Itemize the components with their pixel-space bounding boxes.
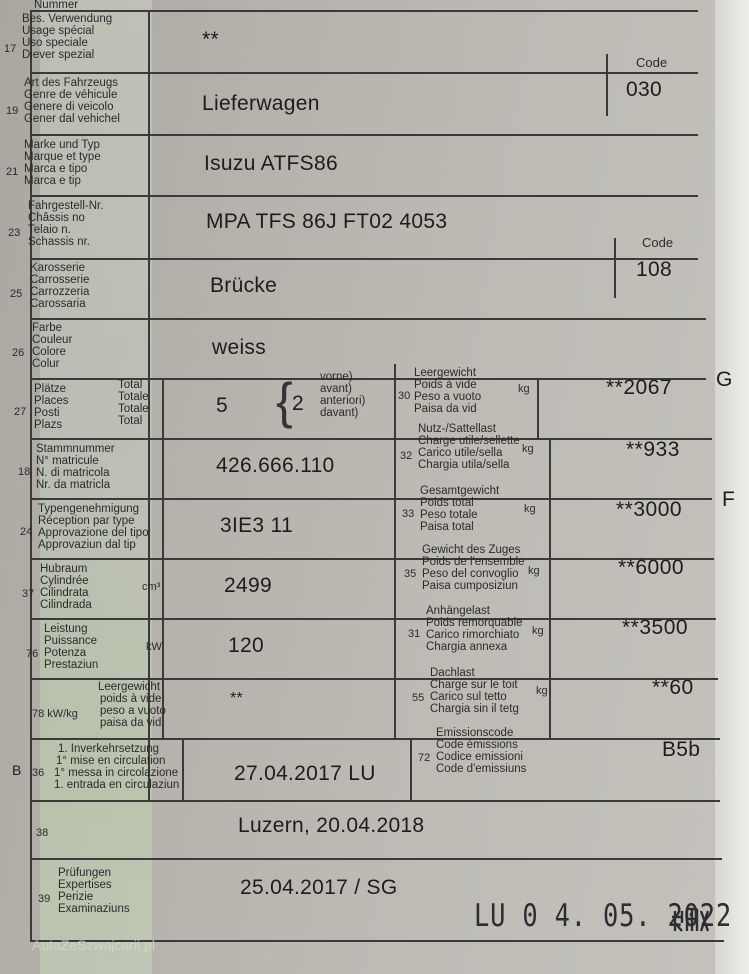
label-line: N. di matricola bbox=[36, 467, 110, 479]
label-line: Genere di veicolo bbox=[24, 101, 114, 113]
label-line: Perizie bbox=[58, 891, 94, 903]
roof-load-value: **60 bbox=[652, 676, 694, 699]
label-line: Carrozzeria bbox=[30, 286, 90, 298]
label-line: vorne) bbox=[320, 371, 353, 383]
label-line: davant) bbox=[320, 407, 359, 419]
label-line: N° matricule bbox=[36, 455, 99, 467]
label-line: Poids remorquable bbox=[426, 617, 523, 629]
registry-number-value: 426.666.110 bbox=[216, 454, 335, 477]
label-line: Dachlast bbox=[430, 667, 475, 679]
label-line: Stammnummer bbox=[36, 443, 115, 455]
field-number: 39 bbox=[38, 893, 51, 905]
inspection-value: 25.04.2017 / SG bbox=[240, 876, 398, 899]
field-number: 36 bbox=[32, 767, 45, 779]
train-weight-value: **6000 bbox=[618, 556, 685, 579]
label-line: Farbe bbox=[32, 322, 63, 334]
label-line: Marca e tip bbox=[24, 175, 81, 187]
label-line: Paisa cumposiziun bbox=[422, 580, 518, 592]
label-line: poids à vide bbox=[100, 693, 162, 705]
label-line: Poids de l'ensemble bbox=[422, 556, 525, 568]
label-line: Peso totale bbox=[420, 509, 478, 521]
unit-label: cm³ bbox=[142, 581, 161, 593]
label-line: Total bbox=[118, 379, 143, 391]
label-line: Marke und Typ bbox=[24, 139, 100, 151]
seats-front-value: 2 bbox=[292, 392, 304, 415]
label-line: Réception par type bbox=[38, 515, 135, 527]
side-marker-g: G bbox=[716, 368, 733, 391]
total-weight-value: **3000 bbox=[616, 498, 683, 521]
rule bbox=[30, 678, 718, 680]
label-line: Cylindrée bbox=[40, 575, 89, 587]
rule bbox=[30, 618, 716, 620]
label-line: Code émissions bbox=[436, 739, 518, 751]
label-line: Telaio n. bbox=[28, 224, 71, 236]
watermark: AutaZeSzwajcarii.pl bbox=[32, 937, 155, 953]
field-number: 23 bbox=[8, 227, 21, 239]
label-line: Approvaziun dal tip bbox=[38, 539, 136, 551]
label-line: Diever spezial bbox=[22, 49, 95, 61]
marker-b: B bbox=[12, 762, 22, 778]
label-line: Marca e tipo bbox=[24, 163, 88, 175]
unit-label: kW bbox=[146, 641, 162, 653]
label-line: Couleur bbox=[32, 334, 73, 346]
label-line: Anhängelast bbox=[426, 605, 490, 617]
label-line: Chargia sin il tetg bbox=[430, 703, 519, 715]
type-approval-value: 3IE3 11 bbox=[220, 514, 293, 537]
label-line: Prestaziun bbox=[44, 659, 99, 671]
label-line: Art des Fahrzeugs bbox=[24, 77, 118, 89]
label-line: anteriori) bbox=[320, 395, 366, 407]
rule bbox=[30, 258, 698, 260]
field-number: 76 bbox=[26, 648, 39, 660]
label-line: Carrosserie bbox=[30, 274, 90, 286]
label-line: Leergewicht bbox=[414, 367, 477, 379]
unit-label: kg bbox=[522, 443, 534, 455]
label-line: Bes. Verwendung bbox=[22, 13, 113, 25]
unit-label: kg bbox=[524, 503, 536, 515]
label-line: Uso speciale bbox=[22, 37, 88, 49]
label-line: Colur bbox=[32, 358, 60, 370]
label-line: Schassis nr. bbox=[28, 236, 90, 248]
bracket-glyph: { bbox=[276, 373, 293, 429]
label-line: Châssis no bbox=[28, 212, 85, 224]
label-line: Gesamtgewicht bbox=[420, 485, 500, 497]
field-number: 32 bbox=[400, 450, 413, 462]
label-line: Plätze bbox=[34, 383, 66, 395]
label-line: Cilindrada bbox=[40, 599, 92, 611]
label-line: Charge utile/sellette bbox=[418, 435, 520, 447]
label-line: Typengenehmigung bbox=[38, 503, 140, 515]
rule bbox=[30, 438, 712, 440]
rule bbox=[30, 72, 698, 74]
label-line: 1° messa in circolazione bbox=[54, 767, 179, 779]
label-line: Totale bbox=[118, 403, 149, 415]
label-line: Chargia utila/sella bbox=[418, 459, 510, 471]
field-number: 55 bbox=[412, 692, 425, 704]
label-line: Cilindrata bbox=[40, 587, 89, 599]
label-line: Emissionscode bbox=[436, 727, 514, 739]
issue-place-date-value: Luzern, 20.04.2018 bbox=[238, 814, 425, 837]
label-line: Leistung bbox=[44, 623, 88, 635]
field-number: 30 bbox=[398, 390, 411, 402]
label-line: Leergewicht bbox=[98, 681, 161, 693]
unit-label: kg bbox=[528, 565, 540, 577]
label-line: Poids à vide bbox=[414, 379, 477, 391]
rule bbox=[394, 364, 396, 738]
code-label: Code bbox=[636, 55, 668, 70]
label-line: Paisa da vid bbox=[414, 403, 477, 415]
label-line: Peso del convoglio bbox=[422, 568, 519, 580]
label-line: Nr. da matricla bbox=[36, 479, 111, 491]
make-model-value: Isuzu ATFS86 bbox=[204, 152, 338, 175]
label-line: Totale bbox=[118, 391, 149, 403]
label-line: Plazs bbox=[34, 419, 63, 431]
label-line: Code d'emissiuns bbox=[436, 763, 527, 775]
label-line: Potenza bbox=[44, 647, 87, 659]
label-line: Examinaziuns bbox=[58, 903, 130, 915]
label-line: Posti bbox=[34, 407, 60, 419]
field-number: 19 bbox=[6, 105, 19, 117]
rule bbox=[30, 858, 722, 860]
rule bbox=[549, 438, 551, 738]
field-number: 38 bbox=[36, 827, 49, 839]
field-number: 31 bbox=[408, 628, 421, 640]
rule bbox=[30, 195, 698, 197]
color-value: weiss bbox=[212, 336, 267, 359]
field-label-nummer: Nummer bbox=[34, 0, 79, 11]
label-line: Gewicht des Zuges bbox=[422, 544, 521, 556]
label-line: Expertises bbox=[58, 879, 112, 891]
label-line: Charge sur le toit bbox=[430, 679, 518, 691]
label-line: 1° mise en circulation bbox=[56, 755, 166, 767]
side-marker-f: F bbox=[722, 488, 736, 511]
payload-value: **933 bbox=[626, 438, 680, 461]
label-line: Places bbox=[34, 395, 69, 407]
label-line: 1. Inverkehrsetzung bbox=[58, 743, 160, 755]
field-number: 17 bbox=[4, 43, 17, 55]
field-number: 18 bbox=[18, 466, 31, 478]
label-line: Approvazione del tipo bbox=[38, 527, 149, 539]
field-number: 33 bbox=[402, 508, 415, 520]
rule bbox=[614, 238, 616, 298]
towing-capacity-value: **3500 bbox=[622, 616, 689, 639]
emission-code-value: B5b bbox=[662, 738, 701, 761]
label-line: Codice emissioni bbox=[436, 751, 523, 763]
displacement-value: 2499 bbox=[224, 574, 272, 597]
unit-label: kg bbox=[536, 685, 548, 697]
unit-label: kg bbox=[518, 383, 530, 395]
body-type-value: Brücke bbox=[210, 274, 278, 297]
unit-label: kg bbox=[532, 625, 544, 637]
special-use-value: ** bbox=[202, 28, 219, 51]
label-line: Puissance bbox=[44, 635, 98, 647]
rule bbox=[182, 738, 184, 800]
label-line: Carico rimorchiato bbox=[426, 629, 520, 641]
field-number: 24 bbox=[20, 526, 33, 538]
page-edge bbox=[715, 0, 749, 974]
label-line: Prüfungen bbox=[58, 867, 112, 879]
label-line: Fahrgestell-Nr. bbox=[28, 200, 104, 212]
field-number: 78 kW/kg bbox=[32, 708, 78, 720]
label-line: Genre de véhicule bbox=[24, 89, 118, 101]
rule bbox=[30, 10, 698, 12]
vehicle-type-value: Lieferwagen bbox=[202, 92, 320, 115]
label-line: Carico utile/sella bbox=[418, 447, 503, 459]
rule bbox=[410, 738, 412, 800]
body-type-code: 108 bbox=[636, 258, 672, 281]
label-line: Colore bbox=[32, 346, 66, 358]
label-line: Gener dal vehichel bbox=[24, 113, 120, 125]
chassis-number-value: MPA TFS 86J FT02 4053 bbox=[206, 210, 448, 233]
label-line: Carico sul tetto bbox=[430, 691, 507, 703]
code-label: Code bbox=[642, 235, 674, 250]
label-line: peso a vuoto bbox=[100, 705, 166, 717]
stamp-mark bbox=[671, 905, 711, 935]
label-line: Total bbox=[118, 415, 143, 427]
label-line: Carossaria bbox=[30, 298, 86, 310]
label-line: Poids total bbox=[420, 497, 474, 509]
label-line: Chargia annexa bbox=[426, 641, 508, 653]
label-line: Hubraum bbox=[40, 563, 88, 575]
power-value: 120 bbox=[228, 634, 264, 657]
label-line: Paisa total bbox=[420, 521, 474, 533]
field-number: 27 bbox=[14, 406, 27, 418]
rule bbox=[30, 558, 714, 560]
field-number: 72 bbox=[418, 752, 431, 764]
empty-weight-value: **2067 bbox=[606, 376, 673, 399]
label-line: Marque et type bbox=[24, 151, 101, 163]
field-number: 35 bbox=[404, 568, 417, 580]
vehicle-type-code: 030 bbox=[626, 78, 662, 101]
field-number: 37 bbox=[22, 588, 35, 600]
label-line: Usage spécial bbox=[22, 25, 95, 37]
label-line: paisa da vid bbox=[100, 717, 162, 729]
power-weight-value: ** bbox=[230, 690, 244, 707]
field-number: 26 bbox=[12, 347, 25, 359]
rule bbox=[30, 738, 720, 740]
field-number: 25 bbox=[10, 288, 23, 300]
first-registration-value: 27.04.2017 LU bbox=[234, 762, 376, 785]
label-line: Karosserie bbox=[30, 262, 85, 274]
rule bbox=[537, 378, 539, 438]
rule bbox=[30, 318, 706, 320]
date-stamp: LU 0 4. 05. 2022 bbox=[474, 898, 732, 934]
field-number: 21 bbox=[6, 166, 19, 178]
label-line: avant) bbox=[320, 383, 352, 395]
label-line: Peso a vuoto bbox=[414, 391, 482, 403]
rule bbox=[30, 134, 698, 136]
rule bbox=[30, 800, 720, 802]
rule bbox=[606, 54, 608, 116]
label-line: Nutz-/Sattellast bbox=[418, 423, 496, 435]
label-line: 1. entrada en circulaziun bbox=[54, 779, 180, 791]
seats-total-value: 5 bbox=[216, 394, 228, 417]
rule bbox=[30, 498, 712, 500]
rule bbox=[162, 378, 164, 740]
